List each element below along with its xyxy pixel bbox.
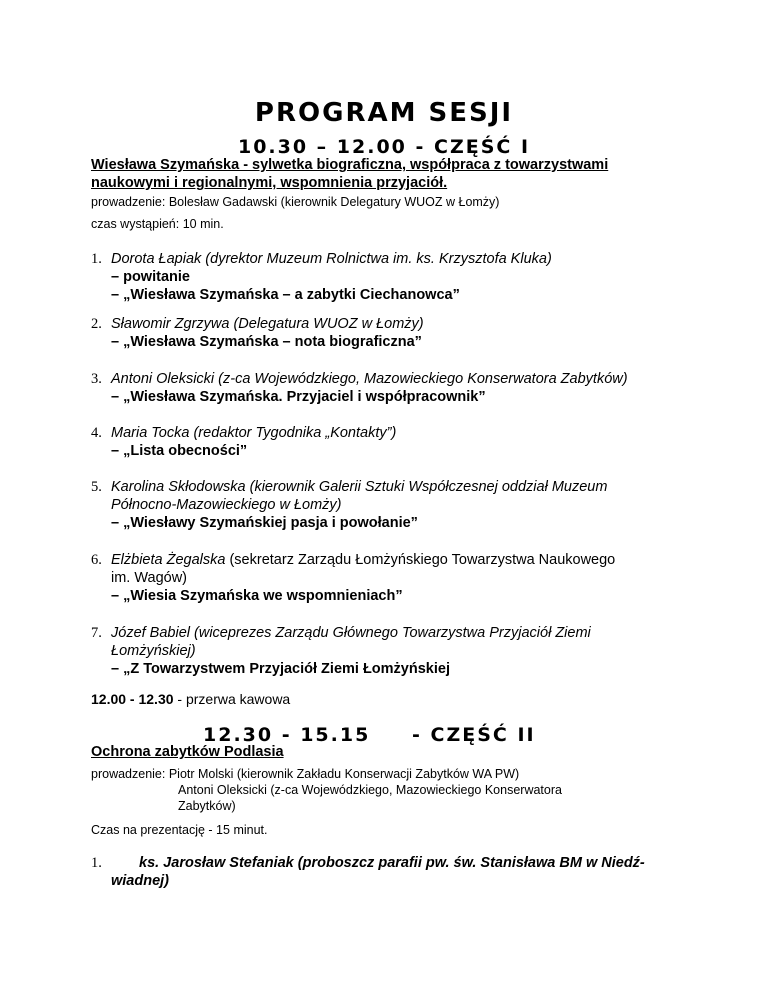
talk-line: – powitanie bbox=[111, 269, 190, 285]
talk-title: – „Wiesia Szymańska we wspomnieniach” bbox=[111, 588, 403, 604]
speaker: Józef Babiel (wiceprezes Zarządu Głównego Towarzystwa Przyjaciół Ziemi bbox=[111, 625, 591, 641]
speaker-cont: wiadnej) bbox=[111, 873, 170, 889]
program-item-2 bbox=[91, 315, 711, 351]
talk-title: – „Wiesława Szymańska. Przyjaciel i współpracownik” bbox=[111, 389, 486, 405]
speaker-name: Elżbieta Żegalska bbox=[111, 552, 226, 568]
speaker-cont: Północno-Mazowieckiego w Łomży) bbox=[111, 497, 342, 513]
program-item-6 bbox=[91, 551, 711, 605]
talk-title: – „Wiesława Szymańska – a zabytki Ciechanowca” bbox=[111, 287, 460, 303]
speaker: Maria Tocka (redaktor Tygodnika „Kontakty”) bbox=[111, 425, 397, 441]
speaker: Dorota Łapiak (dyrektor Muzeum Rolnictwa im. ks. Krzysztofa Kluka) bbox=[111, 251, 552, 267]
part-2-heading-time: 12.30 - 15.15 bbox=[203, 724, 371, 746]
item-number: 1. bbox=[91, 251, 102, 267]
item-number: 1. bbox=[91, 855, 102, 871]
speaker-cont: im. Wagów) bbox=[111, 570, 187, 586]
talk-title: – „Lista obecności” bbox=[111, 443, 248, 459]
break-label: - przerwa kawowa bbox=[173, 691, 291, 707]
program-item-1 bbox=[91, 250, 711, 304]
part-1-section-title bbox=[91, 156, 731, 192]
part-2-item-1 bbox=[91, 854, 731, 890]
break-time: 12.00 - 12.30 bbox=[91, 691, 174, 707]
coffee-break bbox=[91, 690, 290, 708]
program-item-5 bbox=[91, 478, 711, 532]
item-number: 2. bbox=[91, 316, 102, 332]
part-2-time: Czas na prezentację - 15 minut. bbox=[91, 823, 268, 837]
speaker: ks. Jarosław Stefaniak (proboszcz parafii pw. św. Stanisława BM w Niedź- bbox=[139, 855, 645, 871]
talk-title: – „Wiesława Szymańska – nota biograficzna” bbox=[111, 334, 422, 350]
program-item-7 bbox=[91, 624, 711, 678]
part-1-heading: 10.30 – 12.00 - CZĘŚĆ I bbox=[237, 136, 531, 158]
part-1-moderator: prowadzenie: Bolesław Gadawski (kierownik Delegatury WUOZ w Łomży) bbox=[91, 195, 500, 209]
talk-title: – „Wiesławy Szymańskiej pasja i powołanie” bbox=[111, 515, 418, 531]
moderator-line-1: prowadzenie: Piotr Molski (kierownik Zakładu Konserwacji Zabytków WA PW) bbox=[91, 767, 520, 781]
talk-title: – „Z Towarzystwem Przyjaciół Ziemi Łomżyńskiej bbox=[111, 661, 450, 677]
part-2-heading-label: - CZĘŚĆ II bbox=[412, 724, 536, 746]
item-number: 6. bbox=[91, 552, 102, 568]
speaker: Antoni Oleksicki (z-ca Wojewódzkiego, Mazowieckiego Konserwatora Zabytków) bbox=[111, 371, 628, 387]
section-title-line-1: Wiesława Szymańska - sylwetka biograficzna, współpraca z towarzystwami bbox=[91, 157, 609, 173]
speaker: Karolina Skłodowska (kierownik Galerii Sztuki Współczesnej oddział Muzeum bbox=[111, 479, 608, 495]
moderator-line-2: Antoni Oleksicki (z-ca Wojewódzkiego, Mazowieckiego Konserwatora bbox=[178, 783, 562, 797]
speaker-cont: Łomżyńskiej) bbox=[111, 643, 196, 659]
part-2-moderators bbox=[91, 766, 731, 814]
item-number: 5. bbox=[91, 479, 102, 495]
page-title: PROGRAM SESJI bbox=[254, 98, 514, 128]
part-1-time: czas wystąpień: 10 min. bbox=[91, 217, 224, 231]
speaker: Sławomir Zgrzywa (Delegatura WUOZ w Łomży) bbox=[111, 316, 424, 332]
item-number: 7. bbox=[91, 625, 102, 641]
item-number: 4. bbox=[91, 425, 102, 441]
section-title-line-2: naukowymi i regionalnymi, wspomnienia przyjaciół. bbox=[91, 175, 448, 191]
item-number: 3. bbox=[91, 371, 102, 387]
speaker-role: (sekretarz Zarządu Łomżyńskiego Towarzystwa Naukowego bbox=[225, 552, 616, 568]
part-2-section-title: Ochrona zabytków Podlasia bbox=[91, 744, 284, 760]
moderator-line-3: Zabytków) bbox=[178, 799, 236, 813]
program-item-3 bbox=[91, 370, 751, 406]
program-item-4 bbox=[91, 424, 711, 460]
